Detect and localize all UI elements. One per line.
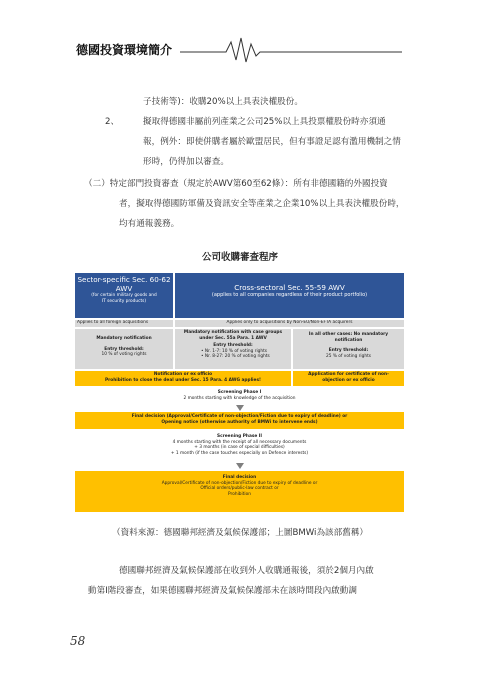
figure-title: 公司收購審查程序 xyxy=(201,252,278,263)
mandatory-left: Mandatory notification Entry threshold: 10 % of voting rights xyxy=(75,329,173,369)
sector-specific-box: Sector-specific Sec. 60-62 AWV (for certain military goods and IT security products) xyxy=(75,273,173,318)
notify-left-box: Notification or ex officio Prohibition to close the deal under Sec. 15 Para. 4 AWG applies! xyxy=(75,371,291,386)
item-b-line-2: 者，擬取得德國防軍備及資訊安全等產業之企業10%以上具表決權股份時， xyxy=(119,199,405,209)
phase2-arrow xyxy=(236,463,244,469)
after-line-2: 動第I階段審查，如果德國聯邦經濟及氣候保護部未在該時間段內啟動調 xyxy=(88,586,357,596)
cross-sectoral-box: Cross-sectoral Sec. 55-59 AWV (applies to all companies regardless of their product portfolio) xyxy=(175,273,404,318)
item-b-line-3: 均有通報義務。 xyxy=(119,219,180,229)
figure-caption: （資料來源：德國聯邦經濟及氣候保護部；上圖BMWi為該部舊稱） xyxy=(111,528,369,538)
notify-right-box: Application for certificate of non- objection or ex officio xyxy=(293,371,404,386)
final-decision-box: Final decision Approval/Certificate of non-objection/Fiction due to expiry of deadline or Official orders/public-law contract or Prohibition xyxy=(75,471,404,512)
header-title: 德國投資環境簡介 xyxy=(76,43,173,57)
mandatory-mid: Mandatory notification with case groups under Sec. 55a Para. 1 AWV Entry threshold: • Nr. 1-7: 10 % of voting rights • Nr. 8-27: 20 % of voting rights xyxy=(175,329,291,369)
decision1-box: Final decision (Approval/Certificate of non-objection/Fiction due to expiry of deadline) or Opening notice (otherwise authority of BMWi to intervene ends) xyxy=(75,412,404,429)
right-scope: Applies only to acquisitions by Non-EU/Non-EFTA acquirers xyxy=(175,320,404,327)
item-b-line-1: （二）特定部門投資審查（規定於AWV第60至62條）：所有非德國籍的外國投資 xyxy=(84,179,388,189)
body-line-1: 子技術等)：收購20%以上具表決權股份。 xyxy=(143,97,303,107)
after-line-1: 德國聯邦經濟及氣候保護部在收到外人收購通報後，須於2個月內啟 xyxy=(119,566,374,576)
item-2-line-1: 擬取得德國非屬前列產業之公司25%以上具投票權股份時亦須通 xyxy=(143,117,386,127)
item-2-line-3: 形時，仍得加以審查。 xyxy=(143,157,229,167)
item-2-marker: 2、 xyxy=(105,117,120,127)
phase1-arrow xyxy=(236,405,244,411)
phase1-box: Screening Phase I 2 months starting with knowledge of the acquisition xyxy=(183,390,296,401)
item-2-line-2: 報，例外：即使併購者屬於歐盟居民，但有事證足認有濫用機制之情 xyxy=(143,137,401,147)
page-number: 58 xyxy=(70,634,86,648)
mandatory-right: In all other cases: No mandatory notification Entry threshold: 25 % of voting rights xyxy=(293,329,404,369)
header-pulse-line xyxy=(0,0,480,80)
phase2-box: Screening Phase II 4 months starting with the receipt of all necessary documents + 3 months (in case of special difficulties) + 1 month (if the case touches especially on Defence interests) xyxy=(170,434,309,456)
left-scope: Applies to all foreign acquisitions xyxy=(75,320,173,327)
